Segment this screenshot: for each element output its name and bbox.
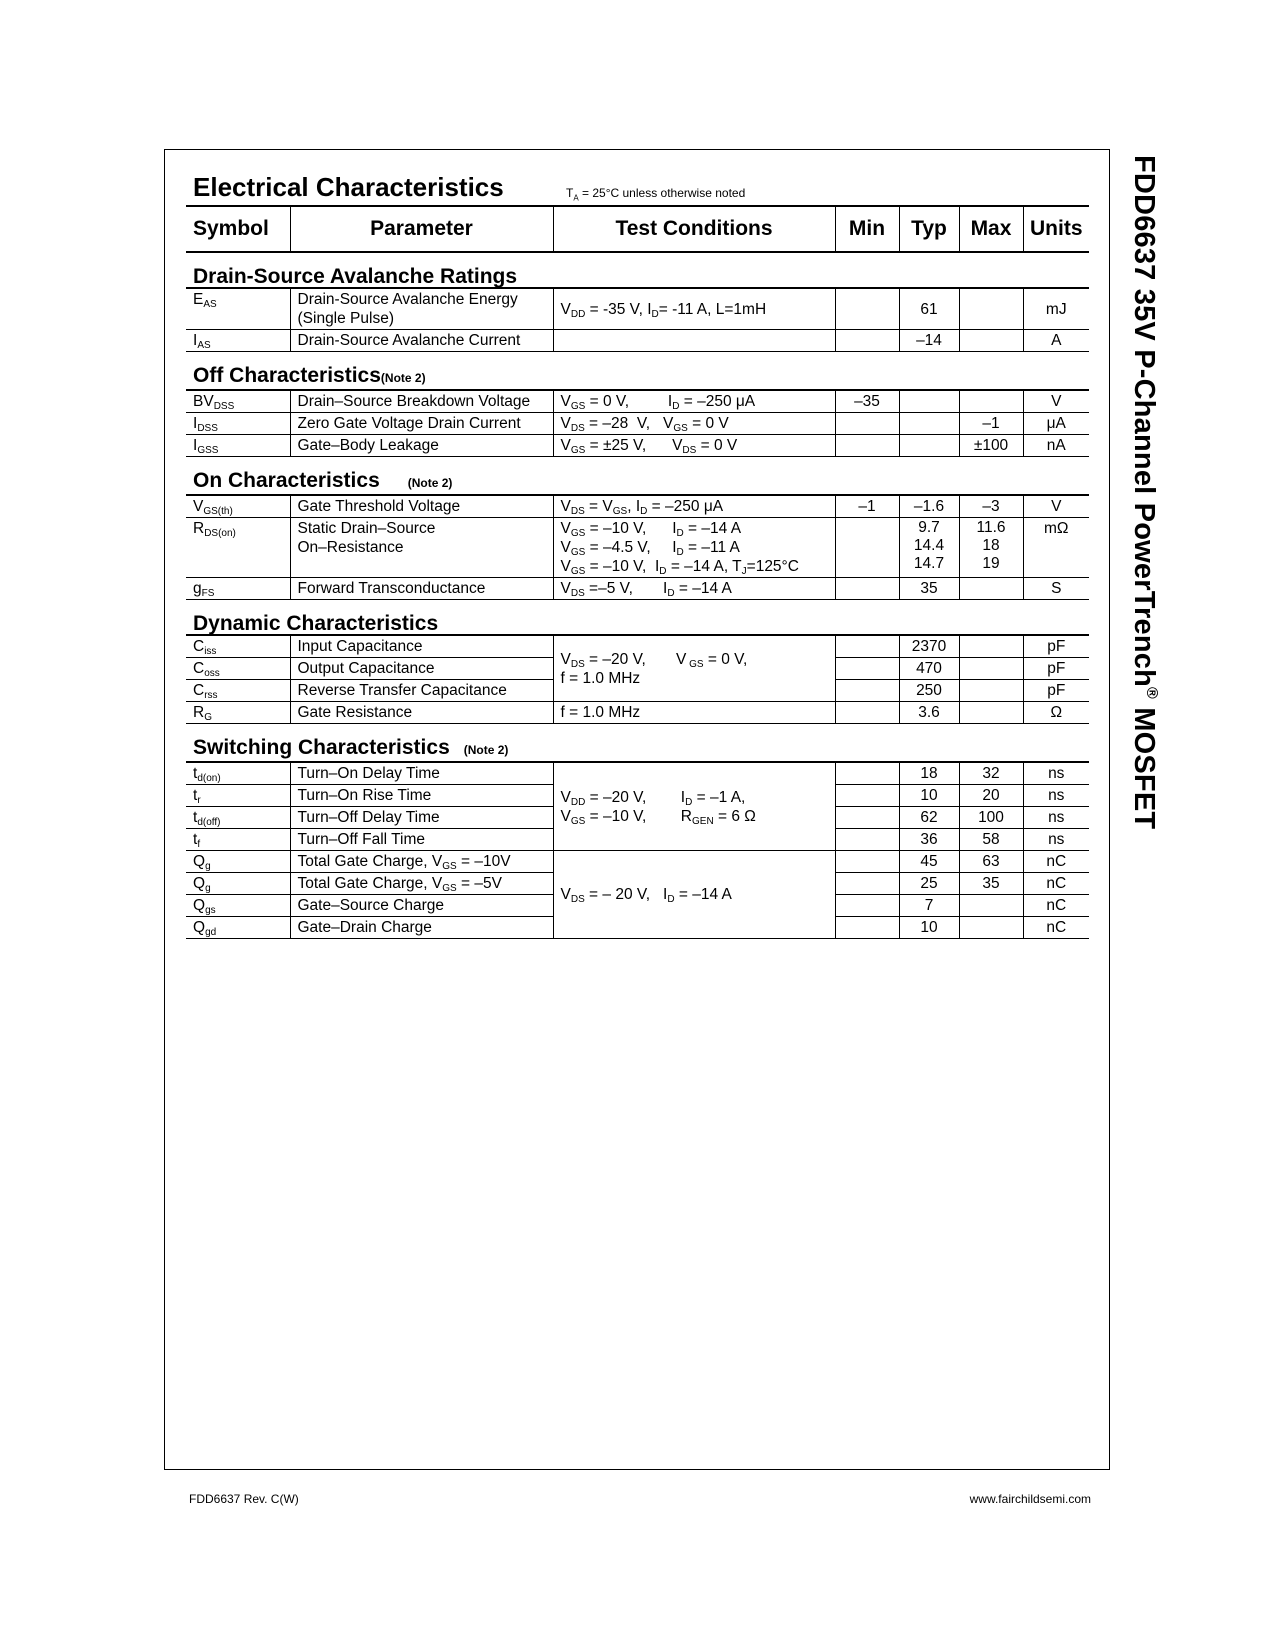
typ-value: 250 bbox=[899, 680, 959, 702]
parameter: Gate–Body Leakage bbox=[290, 435, 553, 457]
parameter: Gate–Drain Charge bbox=[290, 917, 553, 939]
test-condition: f = 1.0 MHz bbox=[553, 702, 835, 724]
units: ns bbox=[1023, 807, 1089, 829]
table-row bbox=[186, 702, 1089, 724]
parameter: Turn–Off Delay Time bbox=[290, 807, 553, 829]
units: A bbox=[1023, 330, 1089, 352]
typ-value: 45 bbox=[899, 851, 959, 873]
parameter: Total Gate Charge, $V_{GS} = -5V$ bbox=[290, 873, 553, 895]
max-value: 20 bbox=[959, 785, 1023, 807]
units: mΩ bbox=[1023, 518, 1089, 578]
parameter: Forward Transconductance bbox=[290, 578, 553, 600]
typ-value: 25 bbox=[899, 873, 959, 895]
electrical-characteristics-table bbox=[186, 205, 1089, 939]
symbol: $BV_{DSS}$ bbox=[186, 390, 290, 413]
typ-value: 18 bbox=[899, 762, 959, 785]
header-row bbox=[186, 206, 1089, 252]
parameter: Turn–On Delay Time bbox=[290, 762, 553, 785]
symbol: $t_{d(off)}$ bbox=[186, 807, 290, 829]
units: V bbox=[1023, 390, 1089, 413]
max-value: 63 bbox=[959, 851, 1023, 873]
section-off: Off Characteristics(Note 2) bbox=[186, 352, 1089, 391]
col-units: Units bbox=[1023, 206, 1089, 252]
typ-value: –1.6 bbox=[899, 495, 959, 518]
test-condition: $V_{DD} = -35$ V, $I_D= -11$ A, L=1mH bbox=[553, 288, 835, 330]
units: Ω bbox=[1023, 702, 1089, 724]
typ-value: 36 bbox=[899, 829, 959, 851]
units: S bbox=[1023, 578, 1089, 600]
units: μA bbox=[1023, 413, 1089, 435]
test-condition: $V_{GS} = \pm 25$ V, $V_{DS} = 0$ V bbox=[553, 435, 835, 457]
parameter: Input Capacitance bbox=[290, 635, 553, 658]
col-symbol: Symbol bbox=[186, 206, 290, 252]
parameter: Gate–Source Charge bbox=[290, 895, 553, 917]
col-max: Max bbox=[959, 206, 1023, 252]
symbol: $R_{DS(on)}$ bbox=[186, 518, 290, 578]
footer-revision: FDD6637 Rev. C(W) bbox=[189, 1492, 299, 1506]
test-condition: $V_{DS}$ = – 20 V, $I_D = -14$ A bbox=[553, 851, 835, 939]
table-row bbox=[186, 390, 1089, 413]
test-condition: $V_{DS} = V_{GS}$, $I_D = -250$ μA bbox=[553, 495, 835, 518]
symbol: $Q_{gd}$ bbox=[186, 917, 290, 939]
parameter: Reverse Transfer Capacitance bbox=[290, 680, 553, 702]
units: nA bbox=[1023, 435, 1089, 457]
table-row bbox=[186, 330, 1089, 352]
units: pF bbox=[1023, 658, 1089, 680]
units: V bbox=[1023, 495, 1089, 518]
symbol: $I_{AS}$ bbox=[186, 330, 290, 352]
col-parameter: Parameter bbox=[290, 206, 553, 252]
table-row bbox=[186, 762, 1089, 785]
symbol: $I_{DSS}$ bbox=[186, 413, 290, 435]
units: pF bbox=[1023, 680, 1089, 702]
col-min: Min bbox=[835, 206, 899, 252]
symbol: $t_{d(on)}$ bbox=[186, 762, 290, 785]
min-value: –1 bbox=[835, 495, 899, 518]
units: nC bbox=[1023, 873, 1089, 895]
symbol: $I_{GSS}$ bbox=[186, 435, 290, 457]
typ-value: 470 bbox=[899, 658, 959, 680]
symbol: $R_G$ bbox=[186, 702, 290, 724]
parameter: Gate Threshold Voltage bbox=[290, 495, 553, 518]
section-avalanche: Drain-Source Avalanche Ratings bbox=[186, 252, 1089, 288]
symbol: $Q_g$ bbox=[186, 851, 290, 873]
parameter: Static Drain–Source On–Resistance bbox=[290, 518, 553, 578]
typ-value: 61 bbox=[899, 288, 959, 330]
units: ns bbox=[1023, 829, 1089, 851]
units: nC bbox=[1023, 851, 1089, 873]
symbol: $g_{FS}$ bbox=[186, 578, 290, 600]
parameter: Turn–Off Fall Time bbox=[290, 829, 553, 851]
test-condition: $V_{GS} = 0$ V, $I_D = -250$ μA bbox=[553, 390, 835, 413]
symbol: $t_f$ bbox=[186, 829, 290, 851]
footer-website: www.fairchildsemi.com bbox=[969, 1492, 1091, 1506]
col-typ: Typ bbox=[899, 206, 959, 252]
section-on: On Characteristics (Note 2) bbox=[186, 457, 1089, 496]
units: nC bbox=[1023, 895, 1089, 917]
test-condition: $V_{DS} = -28$ V, $V_{GS} = 0$ V bbox=[553, 413, 835, 435]
units: ns bbox=[1023, 785, 1089, 807]
table-row bbox=[186, 495, 1089, 518]
symbol: $C_{oss}$ bbox=[186, 658, 290, 680]
typ-value: 10 bbox=[899, 785, 959, 807]
parameter: Total Gate Charge, $V_{GS} = -10V$ bbox=[290, 851, 553, 873]
table-row bbox=[186, 413, 1089, 435]
symbol: $V_{GS(th)}$ bbox=[186, 495, 290, 518]
parameter: Drain-Source Avalanche Energy (Single Pulse) bbox=[290, 288, 553, 330]
section-dynamic: Dynamic Characteristics bbox=[186, 600, 1089, 636]
parameter: Gate Resistance bbox=[290, 702, 553, 724]
max-value: 32 bbox=[959, 762, 1023, 785]
table-title-row bbox=[193, 172, 1088, 202]
section-switching: Switching Characteristics (Note 2) bbox=[186, 724, 1089, 763]
table-row bbox=[186, 635, 1089, 658]
test-condition: $V_{DS} =-5$ V, $I_D = -14$ A bbox=[553, 578, 835, 600]
side-title: FDD6637 35V P-Channel PowerTrench® MOSFET bbox=[1128, 155, 1160, 830]
test-condition: $V_{DS} = -20$ V, V $_{GS}$ = 0 V, f = 1.0 MHz bbox=[553, 635, 835, 702]
parameter: Output Capacitance bbox=[290, 658, 553, 680]
max-value: 35 bbox=[959, 873, 1023, 895]
units: ns bbox=[1023, 762, 1089, 785]
typ-value: 35 bbox=[899, 578, 959, 600]
max-value: –1 bbox=[959, 413, 1023, 435]
table-title: Electrical Characteristics bbox=[193, 172, 504, 202]
symbol: $C_{iss}$ bbox=[186, 635, 290, 658]
units: pF bbox=[1023, 635, 1089, 658]
table-row bbox=[186, 518, 1089, 578]
typ-value: –14 bbox=[899, 330, 959, 352]
max-value: 11.6 18 19 bbox=[959, 518, 1023, 578]
table-row bbox=[186, 851, 1089, 873]
typ-value: 7 bbox=[899, 895, 959, 917]
table-row bbox=[186, 435, 1089, 457]
max-value: 58 bbox=[959, 829, 1023, 851]
units: nC bbox=[1023, 917, 1089, 939]
typ-value: 3.6 bbox=[899, 702, 959, 724]
symbol: $t_r$ bbox=[186, 785, 290, 807]
max-value: –3 bbox=[959, 495, 1023, 518]
symbol: $Q_g$ bbox=[186, 873, 290, 895]
table-row bbox=[186, 578, 1089, 600]
min-value: –35 bbox=[835, 390, 899, 413]
symbol: $Q_{gs}$ bbox=[186, 895, 290, 917]
table-row bbox=[186, 288, 1089, 330]
parameter: Drain-Source Avalanche Current bbox=[290, 330, 553, 352]
typ-value: 10 bbox=[899, 917, 959, 939]
units: mJ bbox=[1023, 288, 1089, 330]
symbol: $C_{rss}$ bbox=[186, 680, 290, 702]
parameter: Drain–Source Breakdown Voltage bbox=[290, 390, 553, 413]
test-condition: $V_{DD} = -20$ V, $I_D = -1$ A, $V_{GS} = -10$ V, $R_{GEN} = 6$ Ω bbox=[553, 762, 835, 851]
test-condition: $V_{GS} = -10$ V, $I_D = -14$ A $V_{GS} = -4.5$ V, $I_D = -11$ A $V_{GS} = -10$ V, $I_D = -14$ A, $T_J=125^\circ C$ bbox=[553, 518, 835, 578]
ta-note: $T_A = 25^\circ C$ unless otherwise noted bbox=[566, 186, 746, 203]
typ-value: 62 bbox=[899, 807, 959, 829]
col-test-conditions: Test Conditions bbox=[553, 206, 835, 252]
parameter: Turn–On Rise Time bbox=[290, 785, 553, 807]
parameter: Zero Gate Voltage Drain Current bbox=[290, 413, 553, 435]
max-value: ±100 bbox=[959, 435, 1023, 457]
max-value: 100 bbox=[959, 807, 1023, 829]
typ-value: 2370 bbox=[899, 635, 959, 658]
symbol: $E_{AS}$ bbox=[186, 288, 290, 330]
typ-value: 9.7 14.4 14.7 bbox=[899, 518, 959, 578]
